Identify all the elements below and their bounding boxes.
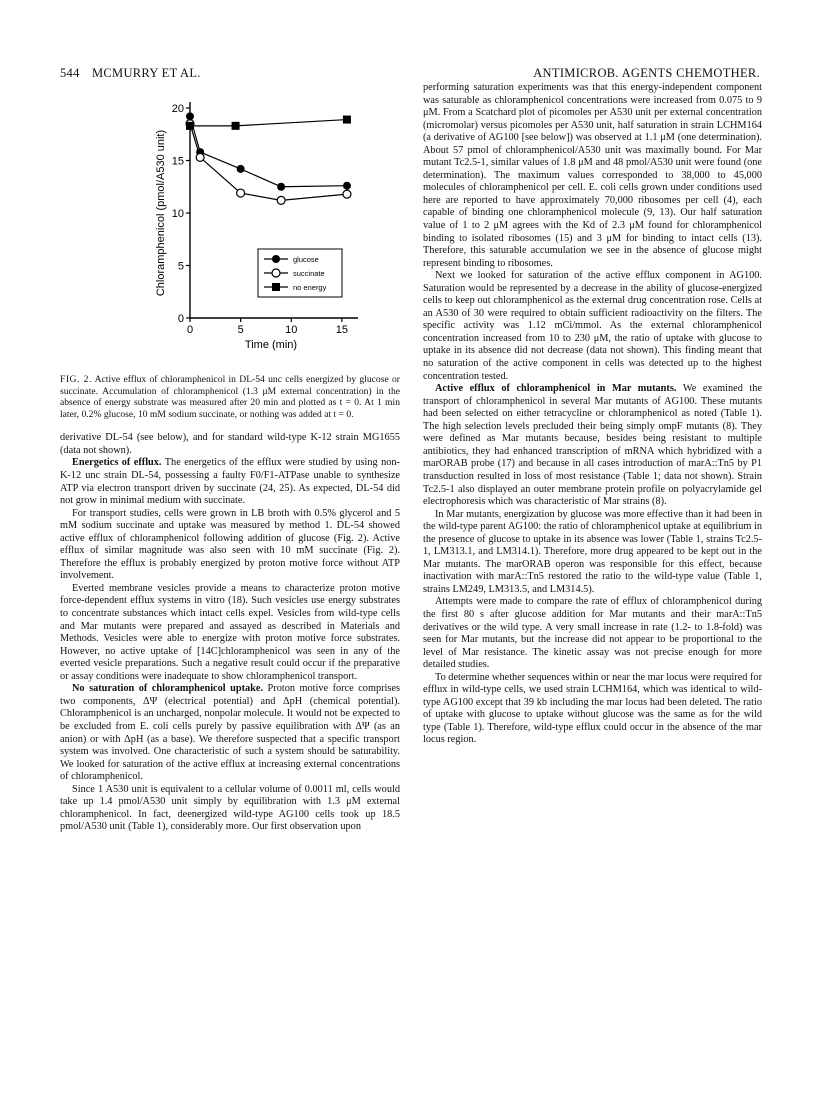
paragraph: derivative DL-54 (see below), and for standard wild-type K-12 strain MG1655 (data not shown). xyxy=(60,432,400,456)
x-tick-label: 5 xyxy=(237,324,244,336)
journal-name: ANTIMICROB. AGENTS CHEMOTHER. xyxy=(533,66,760,80)
paragraph: Attempts were made to compare the rate of efflux of chloramphenicol during the first 80 s after glucose addition for Mar mutants and their marA::Tn5 derivatives or the wild type. A very small increase in rate (1.2- to 1.8-fold) was seen for Mar mutants, but the increase did not appear to be proportional to the level of Mar resistance. The kinetic assay was not precise enough for more detailed studies. xyxy=(423,596,762,671)
x-tick-label: 0 xyxy=(186,324,194,336)
paragraph: No saturation of chloramphenicol uptake. Proton motive force comprises two components, ΔΨ (electrical potential) and ΔpH (chemical potential). Chloramphenicol is an uncharged, nonpolar molecule. It would not be expected to be excluded from E. coli cells purely by passive equilibration with ΔΨ (as an anion) or with ΔpH (as a base). We therefore suspected that a specific transport system was involved. One characteristic of such a system should be saturability. We looked for saturation of the active efflux at increasing external concentrations of chloramphenicol. xyxy=(60,683,400,783)
section-heading: Energetics of efflux. xyxy=(72,457,162,469)
paragraph: To determine whether sequences within or near the mar locus were required for efflux in wild-type cells, we used strain LCHM164, which was identical to wild-type AG100 except that 39 kb including the mar locus had been deleted. The ratio of uptake with glucose to uptake without glucose was the same as for the wild type (Table 1). Therefore, wild-type efflux could occur in the absence of the mar locus region. xyxy=(423,671,762,746)
running-authors: MCMURRY ET AL. xyxy=(92,66,201,80)
page-header xyxy=(60,66,760,82)
data-point-no-energy xyxy=(232,122,240,130)
y-tick-label: 20 xyxy=(171,103,184,115)
data-point-succinate xyxy=(196,153,204,161)
legend-label: succinate xyxy=(293,269,325,278)
data-point-glucose xyxy=(237,165,245,173)
y-axis-title: Chloramphenicol (pmol/A530 unit) xyxy=(155,129,167,297)
right-column xyxy=(423,82,762,747)
data-point-no-energy xyxy=(186,122,194,130)
x-tick-label: 15 xyxy=(335,324,348,336)
legend-label: no energy xyxy=(293,283,327,292)
efflux-chart xyxy=(60,94,400,364)
legend-marker xyxy=(272,255,280,263)
figure-caption xyxy=(60,374,400,420)
section-heading: No saturation of chloramphenicol uptake. xyxy=(72,683,264,695)
paragraph: performing saturation experiments was that this energy-independent component was saturable as chloramphenicol concentrations were increased from 0.075 to 9 μM. From a Scatchard plot of picomoles per A530 unit per external concentration (micromolar) versus picomoles per A530 unit, half saturation in strain LCHM164 (a derivative of AG100 [see below]) was observed at 1.1 μM (one determination). About 57 pmol of chloramphenicol/A530 unit was maximally bound. For Mar mutant Tc2.5-1, similar values of 1.8 μM and 48 pmol/A530 unit were found (one determination). The maximum values corresponded to 38,000 to 45,000 molecules of chloramphenicol per cell. E. coli cells grown under conditions used here are reported to have approximately 70,000 ribosomes per cell (4), each capable of binding one chloramphenicol molecule (9, 13). Our half saturation value of 1 to 2 μM agrees with the Kd of 2.3 μM found for chloramphenicol binding to isolated ribosomes (15) and 3 μM for binding to intact cells (13). Therefore, this saturable accumulation we see in the absence of glucose might represent binding to ribosomes. xyxy=(423,82,762,269)
paragraph: Next we looked for saturation of the active efflux component in AG100. Saturation would be represented by a decrease in the ability of glucose-energized cells to keep out chloramphenicol as the external drug concentration rose. Cells at an A530 of 30 were required to obtain sufficient radioactivity on the filters. The specific activity was 1.12 mCi/mmol. As the external chloramphenicol concentration increased from 10 to 230 μM, the ratio of uptake with glucose to uptake in its absence did not decrease (data not shown). This finding meant that no saturation of the active component in cells was detected up to the highest concentration tested. xyxy=(423,270,762,382)
y-tick-label: 10 xyxy=(171,208,184,220)
paragraph: Since 1 A530 unit is equivalent to a cellular volume of 0.0011 ml, cells would take up 1.4 pmol/A530 unit simply by equilibration with 1.3 μM external chloramphenicol. In fact, deenergized wild-type AG100 cells took up 18.5 pmol/A530 unit (Table 1), considerably more. Our first observation upon xyxy=(60,783,400,833)
data-point-succinate xyxy=(277,196,285,204)
paragraph: For transport studies, cells were grown in LB broth with 0.5% glycerol and 5 mM sodium succinate and uptake was measured by method 1. DL-54 showed active efflux of chloramphenicol following addition of glucose (Fig. 2). Active efflux of similar magnitude was also seen with 10 mM succinate (Fig. 2). Therefore the efflux is probably energized by proton motive force without ATP involvement. xyxy=(60,507,400,582)
data-point-succinate xyxy=(343,190,351,198)
x-tick-label: 10 xyxy=(285,324,298,336)
data-point-no-energy xyxy=(343,116,351,124)
series-line-succinate xyxy=(190,124,347,201)
left-column xyxy=(60,94,400,834)
caption-label: FIG. 2. xyxy=(60,374,92,385)
x-axis-title: Time (min) xyxy=(244,339,298,351)
figure-2 xyxy=(60,94,400,364)
series-line-glucose xyxy=(190,116,347,186)
y-tick-label: 15 xyxy=(171,155,184,168)
caption-text: Active efflux of chloramphenicol in DL-54 unc cells energized by glucose or succinate. Accumulation of chloramphenicol (1.3 μM external concentration) in the absence of energy substrate was measured after 20 min and plotted as t = 0. At 1 min later, 0.2% glucose, 10 mM sodium succinate, or nothing was added at t = 0. xyxy=(60,374,401,420)
legend-marker xyxy=(272,269,280,277)
section-heading: Active efflux of chloramphenicol in Mar mutants. xyxy=(435,383,677,395)
paragraph: Energetics of efflux. The energetics of the efflux were studied by using non-K-12 unc strain DL-54, possessing a faulty F0/F1-ATPase unable to synthesize ATP via electron transport driven by succinate (24, 25). As expected, DL-54 did not grow in minimal medium with succinate. xyxy=(60,457,400,507)
y-tick-label: 0 xyxy=(177,313,184,325)
legend-marker xyxy=(272,283,280,291)
page-number: 544 xyxy=(60,66,80,80)
data-point-glucose xyxy=(343,182,351,190)
data-point-glucose xyxy=(277,183,285,191)
legend-label: glucose xyxy=(293,255,319,264)
paragraph: Active efflux of chloramphenicol in Mar mutants. We examined the transport of chloramphenicol in several Mar mutants of AG100. These mutants had been selected on either tetracycline or chloramphenicol as noted (Table 1). The high selection levels precluded their being simply ompF mutants (8). They were defined as Mar mutants because, besides being resistant to multiple antibiotics, they had enhanced transcription of mRNA which hybridized with a marORAB probe (17) and because in all cases introduction of marA::Tn5 by P1 transduction resulted in loss of most resistance (Table 1; data not shown). Strain Tc2.5-1 also displayed an outer membrane protein profile on polyacrylamide gel electrophoresis which was characteristic of Mar strains (8). xyxy=(423,383,763,508)
paragraph: In Mar mutants, energization by glucose was more effective than it had been in the wild-type parent AG100: the ratio of chloramphenicol uptake at equilibrium in the presence of glucose to uptake in its absence was lower (Table 1, strains Tc2.5-1, LM313.1, and LM314.1). Therefore, more drug appeared to be kept out in the Mar mutants. The marORAB operon was responsible for this effect, because inactivation with marA::Tn5 restored the ratio to the wild-type value (Table 1, strains LM249, LM313.5, and LM314.5). xyxy=(423,508,762,595)
y-tick-label: 5 xyxy=(177,260,184,273)
data-point-succinate xyxy=(237,189,245,197)
paragraph: Everted membrane vesicles provide a means to characterize proton motive force-dependent efflux systems in vitro (18). Such vesicles use energy substrates to concentrate substances which intact cells expel. Vesicles from wild-type cells and Mar mutants were prepared and assayed as described in Materials and Methods. Vesicles were able to energize with proton motive force substrates. However, no active uptake of [14C]chloramphenicol was seen in any of the everted vesicle preparations. Such a negative result could occur if the preparative or assay conditions were inadequate to show chloramphenicol transport. xyxy=(60,582,400,682)
series-line-no-energy xyxy=(190,120,347,126)
